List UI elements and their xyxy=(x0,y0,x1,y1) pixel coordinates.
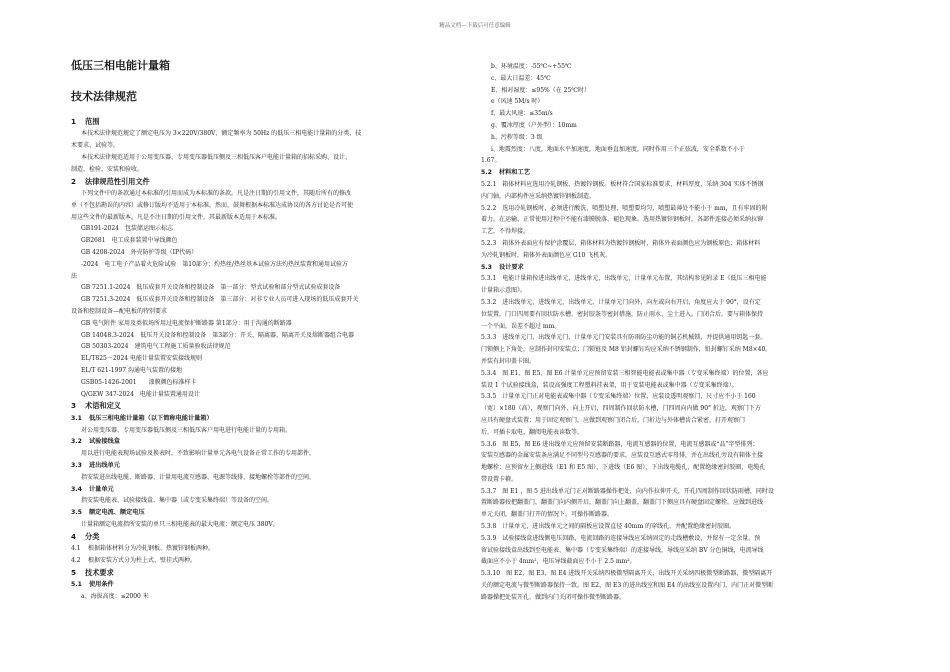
reference-item: GSB05-1426-2001 漆膜颜色标准样卡 xyxy=(81,378,197,386)
document-subtitle: 技术法律规范 xyxy=(71,90,137,103)
paragraph-line: 5.3.2 进出线单元、进线单元、出线单元、计量单元门向外，向左或向右开启，角度应大于 90°，设有定 xyxy=(481,298,761,306)
reference-item: GB 7251.3-2024 低压成套开关设备和控制设备 第三部分：对非专业人员可进入现场的低压成套开关 xyxy=(81,296,359,304)
paragraph-line: 计量箱示意图》。 xyxy=(481,287,527,295)
condition-item: i、地震烈度：八度，地面水平加速度，地面垂直加速度，同时作用三个正弦波，安全系数不小于 xyxy=(491,145,745,153)
paragraph-line: 单（不包括勘误的内容）或修订版均不适用于本标准，然而，鼓舞根据本标准达成协议的各方讨论是否可使 xyxy=(71,201,354,209)
condition-item: c、最大日温差：45℃ xyxy=(491,74,551,82)
paragraph-line: 术要求、试验等。 xyxy=(71,142,120,150)
paragraph-line: 5.3.4 图 E1、图 E5、图 E6 计量单元应预留安装三相智能电能表或集中器（专变采集终端）的位置，各应 xyxy=(481,369,769,377)
subsection-heading: 5.1 使用条件 xyxy=(71,581,114,589)
section-heading: 1 范围 xyxy=(71,117,100,126)
reference-item: EL/T825－2024 电能计量装置安装接线规则 xyxy=(81,355,203,363)
paragraph-line: 截面应不小于 4mm²，电压导线截面应不小于 2.5 mm²。 xyxy=(481,558,636,566)
subsection-heading: 5.2 材料和工艺 xyxy=(481,169,530,177)
paragraph-line: 应具有硬盘式装置；用于固定观察门，应做到观察门闭合后，门折边与外体槽齿合紧密，打开观察门 xyxy=(481,416,746,424)
section-heading: 3 术语和定义 xyxy=(71,401,121,411)
paragraph-line: （宽）×180（高），观察门向外、向上开启，四周制作回状防水槽，门四周向内做 90° 折边，观察门下方 xyxy=(481,405,761,413)
paragraph-line: 地螺栓；应预留左上侧进线（E1 和 E5 图），下进线（E6 图），下出线电缆孔，配置绝缘密封胶圈，电缆孔 xyxy=(481,464,766,472)
reference-item: GB 14048.3-2024 低压开关设备和控制设备 第3部分：开关、隔离器、隔离开关及熔断器组合电器 xyxy=(81,331,355,339)
list-item: 4.1 根据箱体材料分为冷轧钢板、热镀锌钢板两种。 xyxy=(71,545,215,553)
right-flow xyxy=(481,61,877,604)
subsection-heading: 3.4 计量单元 xyxy=(71,485,114,493)
paragraph-line: 5.2.3 箱体外表面应有保护涂覆层，箱体材料为热镀锌钢板时，箱体外表面颜色应为钢板原色；箱体材料 xyxy=(481,239,761,247)
paragraph-line: 5.2.1 箱体材料应选用冷轧钢板、热镀锌钢板。板材符合国家标准要求，材料厚度，采纳 304 实体不锈钢 xyxy=(481,180,764,188)
reference-item: -2024 电工电子产品着火危险试验 第10部分：灼热丝/热丝基本试验方法灼热丝装置和通用试验方 xyxy=(81,260,348,268)
subsection-heading: 5.3 设计要求 xyxy=(481,263,524,271)
condition-item: f、最大风速：≤35m/s xyxy=(491,110,553,118)
paragraph-line: 5.3.8 计量单元、进出线单元之间的隔板应设置直径 40mm 的穿线孔，并配置绝缘密封胶圈。 xyxy=(481,523,736,531)
paragraph-line: 并装有封印盖卡圈。 xyxy=(481,357,536,365)
condition-item: E、相对湿度：≤95%（在 25℃时） xyxy=(491,86,590,94)
paragraph-line: 单元关闭，翻盖门打开的情况下，可操作断路器。 xyxy=(481,511,614,519)
condition-item: g、覆冰厚度（户外型）：10mm xyxy=(491,121,577,129)
paragraph-line: 本技术法律规范规定了额定电压为 3×220V/380V、额定频率为 50Hz 的低压三相电能计量箱的分类、技 xyxy=(81,130,362,138)
section-heading: 2 法律规范性引用文件 xyxy=(71,176,150,186)
condition-item: h、污秽等级：3 级 xyxy=(491,133,543,141)
reference-item: GB2681 电工成套装置中导线颜色 xyxy=(81,237,178,245)
paragraph-line: 安装互感器的金属安装条应满足不同型号互感器的要求，应装设互感式零母排，并在出线孔旁设有箱体主接 xyxy=(481,452,764,460)
paragraph-line: 1.67。 xyxy=(481,157,501,165)
reference-item: Q/GEW 347-2024 电能计量装置通用设计 xyxy=(81,390,200,398)
paragraph-line: 5.3.10 图 E2、图 E3、图 E4 进线开关采纳四极微型隔离开关，出线开关采纳四极微型断路器，微型隔离开 xyxy=(481,570,773,578)
document-title: 低压三相电能计量箱 xyxy=(71,59,170,72)
paragraph-line: 位装置，门口四周要有回状防水槽、密封胶条等密封措施，防止雨水、尘土进入。门闭合后，要与箱体保持 xyxy=(481,310,764,318)
paragraph-line: 装设 1 个试验接线盒，装设高强度工程塑料挂表架，用于安装电能表或集中器（专变采集终端）。 xyxy=(481,381,738,389)
paragraph-line: 指安装进出线电缆、断路器、计量用电流互感器、电源等线排、接地螺栓等部件的空间。 xyxy=(81,473,316,481)
paragraph-line: 用这些文件的最新版本。凡是不注日期的引用文件，其最新版本适用于本标准。 xyxy=(71,213,282,221)
subsection-heading: 3.3 进出线单元 xyxy=(71,461,120,469)
paragraph-line: 关的额定电流与微型断路器保持一致。图 E2、图 E3 的进出线室和图 E4 的出线室设置内门，内门正对微型断 xyxy=(481,582,774,590)
paragraph-line: 着力。在运输、正常使用过程中不能有漆膜脱落、褪色现象。选用热镀锌钢板时，各部件连接必须采纳拉铆 xyxy=(481,216,764,224)
paragraph-line: 5.3.1 电能计量箱按进出线单元、进线单元、出线单元、计量单元布置，其结构参见附录 E《低压三相电能 xyxy=(481,275,767,283)
paragraph-line: 5.3.7 图 E1 、图 5 进出线单元门正对断路器操作把处，向内作拉伸开关，开孔四周制作回状防雨槽，同时设 xyxy=(481,487,774,495)
reference-item: GB 50303-2024 建筑电气工程施工质量验收法律规范 xyxy=(81,343,231,351)
paragraph-line: 路器操把处装开孔，做到内门关闭可操作微型断路器。 xyxy=(481,593,626,601)
reference-item: 法 xyxy=(71,272,78,280)
page-header xyxy=(0,21,950,29)
paragraph-line: 指安装电能表、试验接线盒、集中器（或专变采集终端）等设备的空间。 xyxy=(81,497,274,505)
paragraph-line: 5.3.9 试验接线盒进线侧电压回路，电流回路的连接导线应采纳固定的走线槽敷设，并留有一定余量。预 xyxy=(481,534,761,542)
paragraph-line: 本技术法律规范适用于公用变压器、专用变压器低压侧及三相低压客户电能计量箱的招标采购、设计、 xyxy=(81,154,352,161)
paragraph-line: 后，可插卡取电，翻阅电能表读数等。 xyxy=(481,428,584,436)
paragraph-line: 计量箱额定电流指所安装的单只三相电能表的最大电流；额定电压 380V。 xyxy=(81,520,279,528)
paragraph-line: 下列文件中的条款通过本标准的引用而成为本标准的条款。凡是注日期的引用文件，其随后所有的修改 xyxy=(81,190,352,197)
paragraph-line: 带设置卡箍。 xyxy=(481,475,518,483)
condition-item: a、海拔高度：≤2000 米 xyxy=(81,592,149,600)
subsection-heading: 3.5 额定电流、额定电压 xyxy=(71,509,145,517)
paragraph-line: 留试验接线盒出线到至电能表、集中器（专变采集终端）的连接导线，导线应采纳 BV 分色铜线，电流导线 xyxy=(481,546,764,554)
paragraph-line: 5.3.6 图 E5，图 E6 进出线单元应预留安装断路器，电流互感器的位置，电流互感器或“品”字型排列； xyxy=(481,440,759,448)
reference-item: GB 7251.1-2024 低压成套开关设备和控制设备 第一部分：型式试验和部分型式试验成套设备 xyxy=(81,284,341,292)
paragraph-line: 一个平面，误差不超过 mm。 xyxy=(481,322,561,330)
paragraph-line: 制造、检验、安装和验收。 xyxy=(71,165,144,173)
reference-item: GB 4208-2024 外壳防护等级（IP代码） xyxy=(81,248,198,256)
reference-item: 设备和控制设备—配电板的特别要求 xyxy=(71,307,168,315)
paragraph-line: 工艺，不得焊接。 xyxy=(481,228,530,236)
section-heading: 4 分类 xyxy=(71,531,100,541)
reference-item: GB 电气附件 家用及类似场所用过电流保护断路器 第1部分：用于沟通的断路器 xyxy=(81,319,292,327)
paragraph-line: 为冷轧钢板时，箱体外表面颜色应 G10 飞机灰。 xyxy=(481,251,612,259)
reference-item: EL/T 621-1997 沟通电气装置的接地 xyxy=(81,366,182,374)
paragraph-line: 门锁侧上下角处，应制作封印安装点；门锁链及 M8 铝封螺钉均应采纳不锈钢制作，铅封螺钉采纳 M8×40。 xyxy=(481,346,772,354)
paragraph-line: 内门轴，内部构件应采纳热镀锌钢板制造。 xyxy=(481,192,596,200)
paragraph-line: 置断路器按把翻盖门，翻盖门向内侧开启，翻盖门向上翻盖，翻盖门下侧应具有硬盘固定螺栓，应做到进线 xyxy=(481,499,764,507)
reference-item: GB191-2024 包装储运图示标志 xyxy=(81,225,173,233)
condition-item: e（风速 5M/s 时） xyxy=(491,98,544,106)
list-item: 4.2 根据安装方式分为柱上式、壁挂式两种。 xyxy=(71,556,197,564)
header-note: 精品文档---下载后可任意编辑 xyxy=(439,23,511,29)
paragraph-line: 5.3.3 进线单元门、出线单元门、计量单元门安装具有防雨防尘功能的铜芯机械锁，并提供通用钥匙一套。 xyxy=(481,334,767,342)
subsection-heading: 3.1 低压三相电能计量箱（以下简称电能计量箱） xyxy=(71,414,213,422)
subsection-heading: 3.2 试验接线盒 xyxy=(71,438,120,446)
condition-item: b、环境温度：-55℃~+55℃ xyxy=(491,63,572,70)
section-heading: 5 技术要求 xyxy=(71,567,114,577)
paragraph-line: 5.3.5 计量单元门正对电能表或集中器（专变采集终端）位置，应装设透明观察门，尺寸应不小于 160 xyxy=(481,393,756,401)
left-flow xyxy=(71,116,464,603)
paragraph-line: 用以进行电能表现场试验及换表时，不致影响计量单元各电气设备正常工作的专用部件。 xyxy=(81,450,316,458)
paragraph-line: 对公用变压器、专用变压器低压侧及三相低压客户用电进行电能计量的专用箱。 xyxy=(81,426,292,434)
paragraph-line: 5.2.2 选用冷轧钢板时，必须进行酸洗、喷塑处理，喷塑要均匀，喷塑最薄处不能小于 mm，且有牢固的附 xyxy=(481,204,768,212)
